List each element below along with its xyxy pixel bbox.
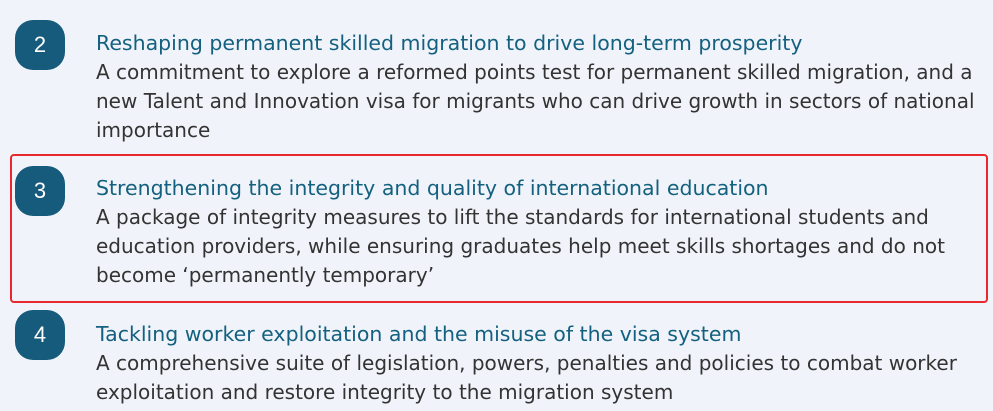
item-description-line: exploitation and restore integrity to the migration system [96, 380, 674, 404]
item-description-line: importance [96, 118, 211, 142]
item-title: Reshaping permanent skilled migration to drive long-term prosperity [96, 31, 803, 55]
item-title: Strengthening the integrity and quality of international education [96, 176, 769, 200]
item-description-line: A comprehensive suite of legislation, powers, penalties and policies to combat worker [96, 351, 957, 375]
number-badge: 4 [15, 310, 65, 360]
number-badge: 2 [15, 20, 65, 70]
item-description-line: become ‘permanently temporary’ [96, 263, 435, 287]
number-badge: 3 [15, 166, 65, 216]
item-description-line: new Talent and Innovation visa for migrants who can drive growth in sectors of national [96, 89, 975, 113]
item-description-line: A commitment to explore a reformed points test for permanent skilled migration, and a [96, 60, 973, 84]
item-title: Tackling worker exploitation and the misuse of the visa system [96, 322, 742, 346]
item-description-line: education providers, while ensuring graduates help meet skills shortages and do not [96, 234, 945, 258]
item-description-line: A package of integrity measures to lift the standards for international students and [96, 205, 929, 229]
